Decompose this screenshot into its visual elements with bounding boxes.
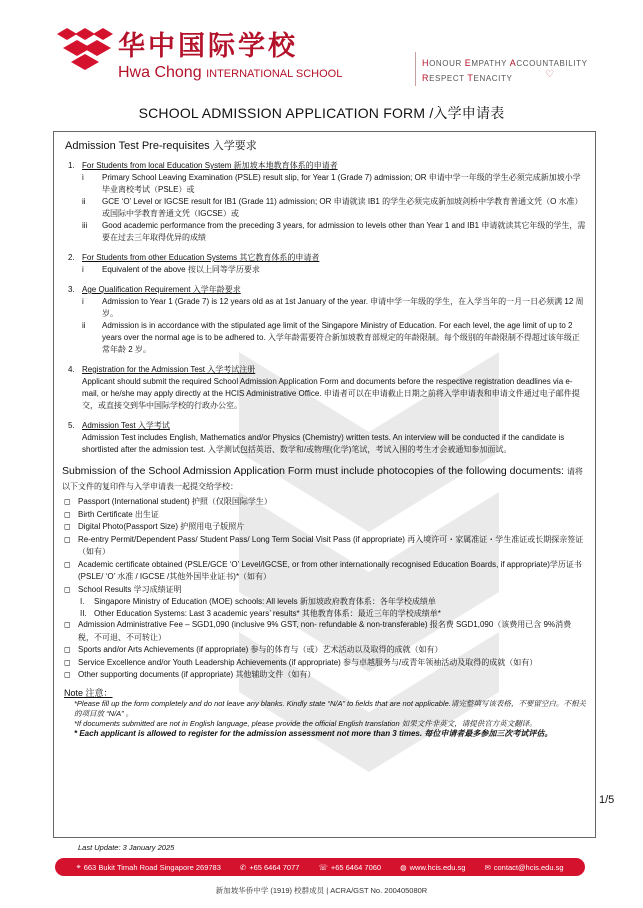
document-item bbox=[64, 584, 587, 597]
section-title: For Students from local Education System 新加坡本地教育体系的申请者 bbox=[82, 161, 338, 170]
document-text: Re-entry Permit/Dependent Pass/ Student Pass/ Long Term Social Visit Pass (if appropriate) 再入境许可・家属准证・学生准证或长期探亲签证（如有） bbox=[78, 534, 584, 556]
phone-icon: ✆ bbox=[239, 862, 247, 872]
requirement-item bbox=[82, 172, 587, 196]
submission-title-en: Submission of the School Admission Application Form must include photocopies of the following documents: bbox=[62, 465, 564, 477]
item-number: ii bbox=[82, 321, 86, 330]
values-line-1: HONOUR EMPATHY ACCOUNTABILITY bbox=[422, 58, 588, 68]
notes-list bbox=[62, 699, 587, 729]
document-item bbox=[64, 657, 587, 670]
prereq-title: Admission Test Pre-requisites 入学要求 bbox=[65, 140, 257, 152]
checkbox-icon: ◻ bbox=[64, 657, 71, 667]
heart-icon: ♡ bbox=[545, 69, 554, 80]
prereq-sections bbox=[62, 160, 587, 356]
document-item bbox=[64, 669, 587, 682]
checkbox-icon: ◻ bbox=[64, 584, 71, 594]
notes-title: Note 注意： bbox=[64, 687, 113, 698]
mail-icon: ✉ bbox=[484, 862, 491, 872]
school-name-sub: INTERNATIONAL SCHOOL bbox=[206, 68, 343, 80]
item-text: Other Education Systems: Last 3 academic years’ results* 其他教育体系：最近三年的学校成绩单* bbox=[94, 608, 441, 618]
location-icon: ⌖ bbox=[76, 862, 81, 871]
school-result-item bbox=[80, 596, 587, 608]
item-text: Singapore Ministry of Education (MOE) schools: All levels 新加坡政府教育体系：各年学校成绩单 bbox=[94, 597, 436, 606]
checkbox-icon: ◻ bbox=[64, 522, 71, 531]
values-line-2: RESPECT TENACITY bbox=[422, 73, 513, 83]
section-text: Applicant should submit the required School Admission Application Form and documents before the respective registration deadlines via e-mail, or he/she may apply directly at the HCIS Administrative Office. 申请者可以在申请截止日期之前将入学申请表和申请文件通过电子邮件提交，或直接交到华中国际学校的行政办公室。 bbox=[82, 377, 580, 410]
checkbox-icon: ◻ bbox=[64, 645, 71, 654]
footer-email[interactable]: ✉ contact@hcis.edu.sg bbox=[484, 862, 564, 872]
item-number: I. bbox=[80, 597, 85, 606]
document-item bbox=[64, 521, 587, 534]
document-item bbox=[64, 496, 587, 509]
last-update: Last Update: 3 January 2025 bbox=[78, 843, 175, 852]
section-title: Registration for the Admission Test 入学考试注册 bbox=[82, 365, 256, 374]
checkbox-icon: ◻ bbox=[64, 670, 71, 679]
requirements-box bbox=[53, 131, 596, 838]
document-text: Birth Certificate 出生证 bbox=[78, 509, 159, 519]
school-logo-icon bbox=[55, 26, 115, 70]
prereq-section bbox=[68, 160, 587, 244]
form-title: SCHOOL ADMISSION APPLICATION FORM /入学申请表 bbox=[138, 105, 505, 121]
document-list bbox=[62, 496, 587, 682]
item-number: iii bbox=[82, 221, 88, 230]
page-header bbox=[0, 0, 643, 100]
document-text: Sports and/or Arts Achievements (if appropriate) 参与的体育与（或）艺术活动以及取得的成就（如有） bbox=[78, 645, 443, 654]
document-text: Academic certificate obtained (PSLE/GCE ‘O’ Level/IGCSE, or from other internationally recognised Education Boards, if appropriate)学历证书 (PSLE/ ‘O’ 水准 / IGCSE /其他外国毕业证书)*（如有） bbox=[78, 559, 582, 581]
prereq-section bbox=[68, 252, 587, 276]
document-item bbox=[64, 509, 587, 522]
requirement-item bbox=[82, 196, 587, 220]
requirement-item bbox=[82, 264, 587, 276]
checkbox-icon: ◻ bbox=[64, 497, 71, 506]
school-values bbox=[422, 56, 588, 86]
header-divider bbox=[415, 52, 416, 86]
footer-registration: 新加坡华侨中学 (1919) 校群成员 | ACRA/GST No. 200405080R bbox=[215, 886, 428, 895]
section-title: Age Qualification Requirement 入学年龄要求 bbox=[82, 285, 241, 294]
item-text: Primary School Leaving Examination (PSLE) result slip, for Year 1 (Grade 7) admission; OR 申请中学一年级的学生必须完成新加坡小学毕业离校考试（PSLE）或 bbox=[102, 173, 581, 194]
document-item bbox=[64, 534, 587, 559]
note-item: *If documents submitted are not in English language, please provide the official English translation 如果文件非英文，请提供官方英文翻译。 bbox=[74, 718, 537, 728]
fax-icon: ☏ bbox=[318, 862, 328, 872]
checkbox-icon: ◻ bbox=[64, 620, 71, 629]
section-registration bbox=[68, 364, 587, 412]
item-number: i bbox=[82, 173, 84, 182]
document-item bbox=[64, 559, 587, 584]
prereq-section bbox=[68, 284, 587, 356]
document-item bbox=[64, 619, 587, 644]
section-title: For Students from other Education Systems 其它教育体系的申请者 bbox=[82, 253, 320, 262]
requirement-item bbox=[82, 296, 587, 320]
item-number: II. bbox=[80, 608, 87, 618]
document-text: Admission Administrative Fee – SGD1,090 (inclusive 9% GST, non- refundable & non-transferable) 报名费 SGD1,090（该费用已含 9%消费税，不可退、不可转让） bbox=[78, 620, 572, 642]
document-text: Digital Photo(Passport Size) 护照用电子版照片 bbox=[78, 522, 245, 531]
submission-title bbox=[62, 464, 587, 494]
item-number: i bbox=[82, 265, 84, 274]
note-max-attempts: * Each applicant is allowed to register for the admission assessment not more than 3 times. 每位申请者最多参加三次考试评估。 bbox=[74, 728, 553, 738]
globe-icon: ◍ bbox=[400, 862, 407, 872]
note-item: *Please fill up the form completely and do not leave any blanks. Kindly state “N/A” to fields that are not applicable.请完整填写该表格，不要留空白。不相关的项目放 “N/A” 。 bbox=[74, 698, 586, 718]
document-item bbox=[64, 644, 587, 657]
school-name-chinese: 华中国际学校 bbox=[118, 31, 298, 62]
item-number: ii bbox=[82, 197, 86, 206]
section-number: 2. bbox=[68, 253, 75, 262]
section-number: 4. bbox=[68, 365, 75, 374]
page-number: 1/5 bbox=[599, 794, 615, 806]
item-text: Equivalent of the above 按以上同等学历要求 bbox=[102, 265, 260, 274]
section-text: Admission Test includes English, Mathematics and/or Physics (Chemistry) written tests. An interview will be conducted if the candidate is shortlisted after the admission test. 入学测试包括英语、数学和/或物理(化学)笔试，考试入围的考生才会被通知参加面试。 bbox=[82, 433, 565, 454]
checkbox-icon: ◻ bbox=[64, 509, 71, 519]
school-result-item bbox=[80, 608, 587, 620]
footer-website[interactable]: ◍ www.hcis.edu.sg bbox=[400, 862, 466, 872]
footer-address: ⌖ 663 Bukit Timah Road Singapore 269783 bbox=[76, 862, 221, 872]
requirements-content bbox=[54, 132, 595, 837]
document-text: Other supporting documents (if appropriate) 其他辅助文件（如有） bbox=[78, 670, 316, 679]
checkbox-icon: ◻ bbox=[64, 534, 71, 544]
footer-phone-1[interactable]: ✆ +65 6464 7077 bbox=[239, 862, 300, 872]
document-text: Service Excellence and/or Youth Leadership Achievements (if appropriate) 参与卓越服务与/或青年领袖活动及取得的成就（如有） bbox=[78, 657, 538, 667]
school-name-english bbox=[118, 64, 342, 82]
section-title: Admission Test 入学考试 bbox=[82, 421, 170, 430]
section-number: 3. bbox=[68, 285, 75, 294]
item-text: Admission is in accordance with the stipulated age limit of the Singapore Ministry of Education. For each level, the age limit of up to 2 years over the normal age is to be adhered to. 入学年龄需要符合新加坡教育部规定的年龄限制。每个级别的年龄限制不得超过该年级正常年龄 2 岁。 bbox=[102, 321, 580, 354]
document-text: Passport (International student) 护照（仅限国际学生） bbox=[78, 497, 272, 506]
submission-title-cn: 请将以下文件的复印件与入学申请表一起提交给学校： bbox=[62, 467, 583, 491]
item-text: Good academic performance from the preceding 3 years, for admission to levels other than Year 1 and IB1 申请就读其它年级的学生，需要在过去三年取得优异的成绩 bbox=[102, 221, 586, 242]
footer-contact-bar bbox=[55, 858, 585, 876]
item-text: GCE ‘O’ Level or IGCSE result for IB1 (Grade 11) admission; OR 申请就读 IB1 的学生必须完成新加坡剑桥中学教育普通文凭（O 水准）或国际中学教育普通文凭（IGCSE）或 bbox=[102, 197, 583, 218]
item-text: Admission to Year 1 (Grade 7) is 12 years old as at 1st January of the year. 申请中学一年级的学生，在入学当年的一月一日必须满 12 周岁。 bbox=[102, 297, 584, 318]
item-number: i bbox=[82, 297, 84, 306]
requirement-item bbox=[82, 220, 587, 244]
section-number: 5. bbox=[68, 421, 75, 430]
document-text: School Results 学习成绩证明 bbox=[78, 584, 182, 594]
school-name-main: Hwa Chong bbox=[118, 64, 202, 81]
requirement-item bbox=[82, 320, 587, 356]
section-admission-test bbox=[68, 420, 587, 456]
footer-phone-2[interactable]: ☏ +65 6464 7060 bbox=[318, 862, 382, 872]
section-number: 1. bbox=[68, 161, 75, 170]
checkbox-icon: ◻ bbox=[64, 559, 71, 569]
